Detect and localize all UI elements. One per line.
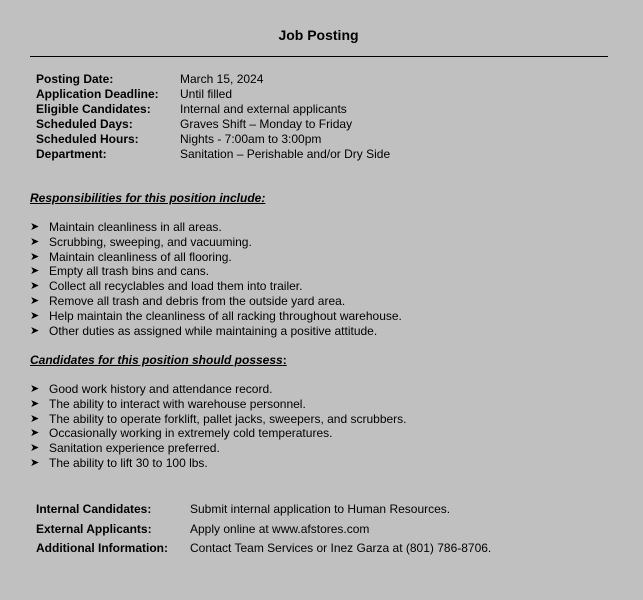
list-item <box>30 397 407 412</box>
list-item <box>30 324 402 339</box>
qualifications-heading-text: Candidates for this position should possess <box>30 353 283 367</box>
responsibilities-heading: Responsibilities for this position include: <box>30 191 266 205</box>
contact-label: Additional Information: <box>36 541 168 555</box>
arrow-bullet-icon: ➤ <box>30 412 40 425</box>
detail-row-application-deadline <box>36 87 390 102</box>
arrow-bullet-icon: ➤ <box>30 309 40 322</box>
list-item <box>30 426 407 441</box>
list-item-text: The ability to operate forklift, pallet jacks, sweepers, and scrubbers. <box>49 411 407 426</box>
list-item-text: Maintain cleanliness of all flooring. <box>49 249 232 264</box>
list-item <box>30 412 407 427</box>
detail-label: Scheduled Hours: <box>36 132 139 146</box>
list-item-text: Remove all trash and debris from the outside yard area. <box>49 293 346 308</box>
contact-label: External Applicants: <box>36 521 152 536</box>
list-item-text: Help maintain the cleanliness of all racking throughout warehouse. <box>49 308 402 323</box>
contact-row-external <box>36 520 491 540</box>
arrow-bullet-icon: ➤ <box>30 294 40 307</box>
list-item-text: Empty all trash bins and cans. <box>49 264 210 279</box>
detail-row-department <box>36 147 390 162</box>
list-item-text: Maintain cleanliness in all areas. <box>49 220 222 234</box>
list-item <box>30 264 402 279</box>
detail-value: Nights - 7:00am to 3:00pm <box>180 132 322 146</box>
contact-value: Contact Team Services or Inez Garza at (801) 786-8706. <box>190 541 492 555</box>
arrow-bullet-icon: ➤ <box>30 397 40 410</box>
qualifications-heading-colon: : <box>282 353 287 367</box>
arrow-bullet-icon: ➤ <box>30 235 40 248</box>
detail-label: Scheduled Days: <box>36 117 133 131</box>
detail-row-eligible-candidates <box>36 102 390 117</box>
posting-details <box>36 72 390 162</box>
detail-label: Eligible Candidates: <box>36 102 151 116</box>
list-item <box>30 441 407 456</box>
arrow-bullet-icon: ➤ <box>30 221 40 233</box>
arrow-bullet-icon: ➤ <box>30 383 40 395</box>
qualifications-heading <box>30 353 287 367</box>
arrow-bullet-icon: ➤ <box>30 456 40 469</box>
arrow-bullet-icon: ➤ <box>30 265 40 278</box>
contact-row-internal <box>36 500 491 520</box>
contact-info <box>36 500 491 559</box>
arrow-bullet-icon: ➤ <box>30 280 40 293</box>
contact-value: Submit internal application to Human Resources. <box>190 502 451 516</box>
detail-label: Department: <box>36 147 107 161</box>
list-item <box>30 279 402 294</box>
list-item-text: The ability to lift 30 to 100 lbs. <box>49 455 208 470</box>
detail-value: March 15, 2024 <box>180 72 264 86</box>
qualifications-list <box>30 382 407 471</box>
list-item-text: Good work history and attendance record. <box>49 382 273 396</box>
list-item-text: The ability to interact with warehouse personnel. <box>49 396 306 411</box>
arrow-bullet-icon: ➤ <box>30 250 40 263</box>
list-item-text: Scrubbing, sweeping, and vacuuming. <box>49 234 252 249</box>
list-item <box>30 382 407 397</box>
list-item <box>30 220 402 235</box>
arrow-bullet-icon: ➤ <box>30 324 40 337</box>
list-item <box>30 235 402 250</box>
list-item <box>30 294 402 309</box>
detail-value: Graves Shift – Monday to Friday <box>180 117 353 131</box>
contact-label: Internal Candidates: <box>36 502 152 516</box>
list-item-text: Sanitation experience preferred. <box>49 441 220 456</box>
detail-row-scheduled-days <box>36 117 390 132</box>
contact-value: Apply online at www.afstores.com <box>190 521 370 536</box>
list-item-text: Occasionally working in extremely cold temperatures. <box>49 426 333 441</box>
detail-row-posting-date <box>36 72 390 87</box>
list-item <box>30 456 407 471</box>
detail-value: Internal and external applicants <box>180 102 347 116</box>
responsibilities-list <box>30 220 402 338</box>
contact-row-additional <box>36 539 491 559</box>
title-divider <box>30 56 608 57</box>
list-item-text: Other duties as assigned while maintaining a positive attitude. <box>49 323 378 338</box>
detail-label: Posting Date: <box>36 72 114 86</box>
detail-row-scheduled-hours <box>36 132 390 147</box>
list-item <box>30 250 402 265</box>
arrow-bullet-icon: ➤ <box>30 442 40 455</box>
detail-value: Sanitation – Perishable and/or Dry Side <box>180 147 391 161</box>
list-item-text: Collect all recyclables and load them into trailer. <box>49 279 303 294</box>
detail-label: Application Deadline: <box>36 87 159 101</box>
detail-value: Until filled <box>180 87 233 101</box>
arrow-bullet-icon: ➤ <box>30 427 40 440</box>
list-item <box>30 309 402 324</box>
page-title: Job Posting <box>278 27 359 43</box>
